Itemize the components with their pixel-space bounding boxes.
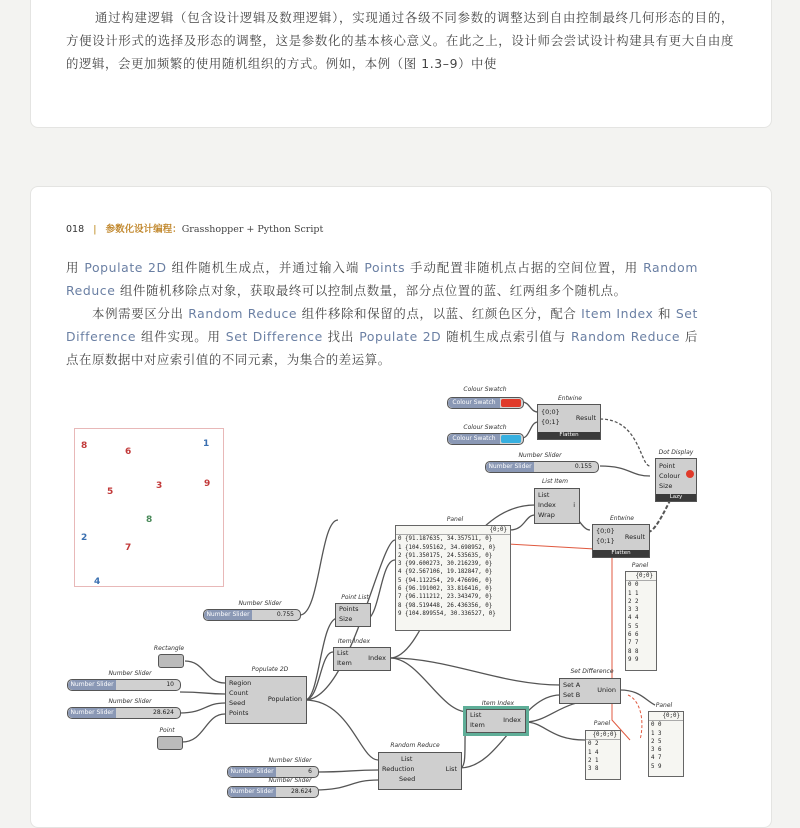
number-slider-count[interactable]: Number Slider 10: [67, 679, 181, 691]
preview-point: 7: [125, 543, 132, 553]
preview-point: 1: [203, 439, 210, 449]
panel-small-title: Panel: [593, 720, 611, 727]
set-difference-component[interactable]: Set A Set B Union: [559, 678, 621, 704]
colour-swatch-title: Colour Swatch: [463, 386, 507, 393]
point-list-component[interactable]: Points Size: [335, 603, 371, 627]
slider-title: Number Slider: [518, 452, 562, 459]
list-item-title: List Item: [541, 478, 569, 485]
populate-2d-component[interactable]: Region Count Seed Points Population: [225, 676, 307, 724]
slider-title-reduce: Number Slider: [268, 757, 312, 764]
book-title: 参数化设计编程：: [105, 224, 182, 235]
preview-point: 8: [81, 441, 88, 451]
item-index-title: Item Index: [337, 638, 371, 645]
paragraph-1: 用 Populate 2D 组件随机生成点，并通过输入端 Points 手动配置非随机点占据的空间位置，用 Random Reduce 组件随机移除点对象，获取最终可以控制点数量，部分点位置的蓝、红两组多个随机点。: [66, 260, 698, 298]
header-separator: |: [93, 224, 97, 235]
preview-point: 2: [81, 533, 88, 543]
dot-display-title: Dot Display: [658, 449, 694, 456]
slider-title-seed: Number Slider: [108, 698, 152, 705]
panel-right-title: Panel: [631, 562, 649, 569]
card-main-body: [66, 256, 698, 371]
card-top-body: [66, 6, 734, 75]
panel-small2-title: Panel: [655, 702, 673, 709]
rectangle-param[interactable]: [158, 654, 184, 668]
preview-point: 9: [204, 479, 211, 489]
number-slider-b[interactable]: Number Slider 0.755: [203, 609, 301, 621]
paragraph-2: 本例需要区分出 Random Reduce 组件移除和保留的点，以蓝、红颜色区分，配合 Item Index 和 Set Difference 组件实现。用 Set Difference 找出 Populate 2D 随机生成点索引值与 Random Reduce 后点在原数据中对应索引值的不同元素，为集合的差运算。: [66, 306, 698, 367]
item-index-title-2: Item Index: [481, 700, 515, 707]
slider-title-seed2: Number Slider: [268, 777, 312, 784]
preview-point: 3: [156, 481, 163, 491]
preview-point: 5: [107, 487, 114, 497]
preview-point: 4: [94, 577, 101, 587]
dot-display-component[interactable]: Point Colour Size Lazy: [655, 458, 697, 502]
rectangle-title: Rectangle: [153, 645, 185, 652]
random-reduce-title: Random Reduce: [390, 742, 440, 749]
colour-swatch-title-2: Colour Swatch: [463, 424, 507, 431]
index-panel-small[interactable]: {0;0;0} 0 2 1 4 2 1 3 8: [585, 730, 621, 780]
entwine-title-2: Entwine: [609, 515, 634, 522]
random-reduce-component[interactable]: List Reduction Seed List: [378, 752, 462, 790]
page-header: [66, 221, 323, 235]
preview-point: 8: [146, 515, 153, 525]
rhino-preview-viewport: [74, 428, 224, 587]
colour-swatch-red[interactable]: Colour Swatch: [447, 397, 524, 409]
number-slider-seed[interactable]: Number Slider 28.624: [67, 707, 181, 719]
points-panel[interactable]: {0;0} 0 {91.187635, 34.357511, 0} 1 {104.595162, 34.698952, 0} 2 {91.350175, 24.535635, 0} 3 {99.600273, 30.216239, 0} 4 {92.567106, 19.182847, 0} 5 {94.112254, 29.476696, 0} 6 {96.191002, 33.816416, 0} 7 {96.111212, 23.343479, 0} 8 {98.519448, 26.436356, 0} 9 {104.899554, 30.336527, 0}: [395, 525, 511, 631]
entwine-title: Entwine: [557, 395, 582, 402]
number-slider-seed2[interactable]: Number Slider 28.624: [227, 786, 319, 798]
point-param[interactable]: [157, 736, 183, 750]
item-index-component[interactable]: List Item Index: [333, 647, 391, 671]
index-panel-difference[interactable]: {0;0} 0 0 1 3 2 5 3 6 4 7 5 9: [648, 711, 684, 777]
slider-title-count: Number Slider: [108, 670, 152, 677]
entwine-component-2[interactable]: {0;0} {0;1} Result Flatten: [592, 524, 650, 558]
entwine-component[interactable]: {0;0} {0;1} Result Flatten: [537, 404, 601, 440]
populate-title: Populate 2D: [251, 666, 289, 673]
preview-point: 6: [125, 447, 132, 457]
slider-title-b: Number Slider: [238, 600, 282, 607]
card-top-paragraph: 通过构建逻辑（包含设计逻辑及数理逻辑），实现通过各级不同参数的调整达到自由控制最终几何形态的目的，方便设计形式的选择及形态的调整，这是参数化的基本核心意义。在此之上，设计师会尝试设计构建具有更大自由度的逻辑，会更加频繁的使用随机组织的方式。例如，本例（图 1.3–9）中使: [66, 10, 734, 71]
page-number: 018: [66, 224, 85, 235]
item-index-component-2[interactable]: List Item Index: [466, 709, 526, 733]
book-subtitle: Grasshopper + Python Script: [181, 224, 324, 235]
number-slider-a[interactable]: Number Slider 0.155: [485, 461, 599, 473]
colour-swatch-blue[interactable]: Colour Swatch: [447, 433, 524, 445]
point-title: Point: [159, 727, 175, 734]
panel-title: Panel: [446, 516, 464, 523]
number-slider-reduce[interactable]: Number Slider 6: [227, 766, 319, 778]
set-difference-title: Set Difference: [570, 668, 614, 675]
list-item-component[interactable]: List Index Wrap i: [534, 488, 580, 524]
index-panel-right[interactable]: {0;0} 0 0 1 1 2 2 3 3 4 4 5 5 6 6 7 7 8 8 9 9: [625, 571, 657, 671]
point-list-title: Point List: [341, 594, 369, 601]
